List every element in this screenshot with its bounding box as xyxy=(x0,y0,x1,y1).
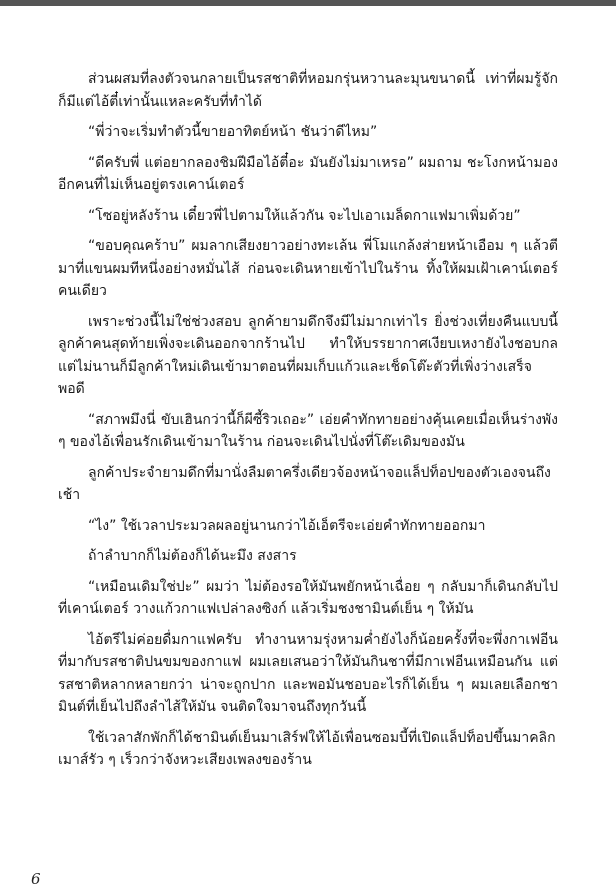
paragraph: “ไง” ใช้เวลาประมวลผลอยู่นานกว่าไอ้เอ็ตรีจะเอ่ยคำทักทายออกมา xyxy=(88,517,486,534)
paragraph: “ขอบคุณคร้าบ” ผมลากเสียงยาวอย่างทะเล้น พี่โมแกล้งส่ายหน้าเอือม ๆ แล้วตีมาที่แขนผมทีหนึ่งอย่างหมั่นไส้ ก่อนจะเดินหายเข้าไปในร้าน ทิ้งให้ผมเฝ้าเคาน์เตอร์คนเดียว xyxy=(58,238,558,299)
body-text xyxy=(58,68,558,780)
paragraph: ส่วนผสมที่ลงตัวจนกลายเป็นรสชาติที่หอมกรุ่นหวานละมุนขนาดนี้ เท่าที่ผมรู้จักก็มีแต่ไอ้ตี๋เท่านั้นแหละครับที่ทำได้ xyxy=(58,71,558,110)
page-number: 6 xyxy=(31,870,41,888)
paragraph: ใช้เวลาสักพักก็ได้ชามินต์เย็นมาเสิร์ฟให้ไอ้เพื่อนซอมบี้ที่เปิดแล็ปท็อปขึ้นมาคลิกเมาส์รัว ๆ เร็วกว่าจังหวะเสียงเพลงของร้าน xyxy=(58,729,556,768)
paragraph: ถ้าลำบากก็ไม่ต้องก็ได้นะมึง สงสาร xyxy=(88,548,297,564)
paragraph: “โซอยู่หลังร้าน เดี๋ยวพี่ไปตามให้แล้วกัน จะไปเอาเมล็ดกาแฟมาเพิ่มด้วย” xyxy=(88,207,521,224)
paragraph: ลูกค้าประจำยามดึกที่มานั่งลืมตาครึ่งเดียวจ้องหน้าจอแล็ปท็อปของตัวเองจนถึงเช้า xyxy=(58,464,551,503)
paragraph: “สภาพมึงนี่ ขับเฮินกว่านี้ก็ผีซี้ริวเถอะ” เอ่ยคำทักทายอย่างคุ้นเคยเมื่อเห็นร่างพัง ๆ ของไอ้เพื่อนรักเดินเข้ามาในร้าน ก่อนจะเดินไปนั่งที่โต๊ะเดิมของมัน xyxy=(58,411,558,450)
top-rule xyxy=(0,0,616,6)
paragraph: ไอ้ตรีไม่ค่อยดื่มกาแฟครับ ทำงานหามรุ่งหามค่ำยังไงก็น้อยครั้งที่จะพึ่งกาเฟอีนที่มากับรสชาติปนขมของกาแฟ ผมเลยเสนอว่าให้มันกินชาที่มีกาเฟอีนเหมือนกัน แต่รสชาติหลากหลายกว่า น่าจะถูกปาก และพอมันชอบอะไรก็ได้เย็น ๆ ผมเลยเลือกชามินต์ที่เย็นไปถึงลำไส้ให้มัน จนติดใจมาจนถึงทุกวันนี้ xyxy=(58,631,558,715)
paragraph: เพราะช่วงนี้ไม่ใช่ช่วงสอบ ลูกค้ายามดึกจึงมีไม่มากเท่าไร ยิ่งช่วงเที่ยงคืนแบบนี้ลูกค้าคนสุดท้ายเพิ่งจะเดินออกจากร้านไป ทำให้บรรยากาศเงียบเหงายังไงชอบกล แต่ไม่นานก็มีลูกค้าใหม่เดินเข้ามาตอนที่ผมเก็บแก้วและเช็ดโต๊ะตัวที่เพิ่งว่างเสร็จพอดี xyxy=(58,313,558,397)
paragraph: “ดีครับพี่ แต่อยากลองชิมฝีมือไอ้ตี๋อะ มันยังไม่มาเหรอ” ผมถาม ชะโงกหน้ามองอีกคนที่ไม่เห็นอยู่ตรงเคาน์เตอร์ xyxy=(58,154,558,193)
paragraph: “เหมือนเดิมใช่ปะ” ผมว่า ไม่ต้องรอให้มันพยักหน้าเฉื่อย ๆ กลับมาก็เดินกลับไปที่เคาน์เตอร์ วางแก้วกาแฟเปล่าลงซิงก์ แล้วเริ่มชงชามินต์เย็น ๆ ให้มัน xyxy=(58,578,558,617)
paragraph: “พี่ว่าจะเริ่มทำตัวนี้ขายอาทิตย์หน้า ชันว่าดีไหม” xyxy=(88,124,378,140)
